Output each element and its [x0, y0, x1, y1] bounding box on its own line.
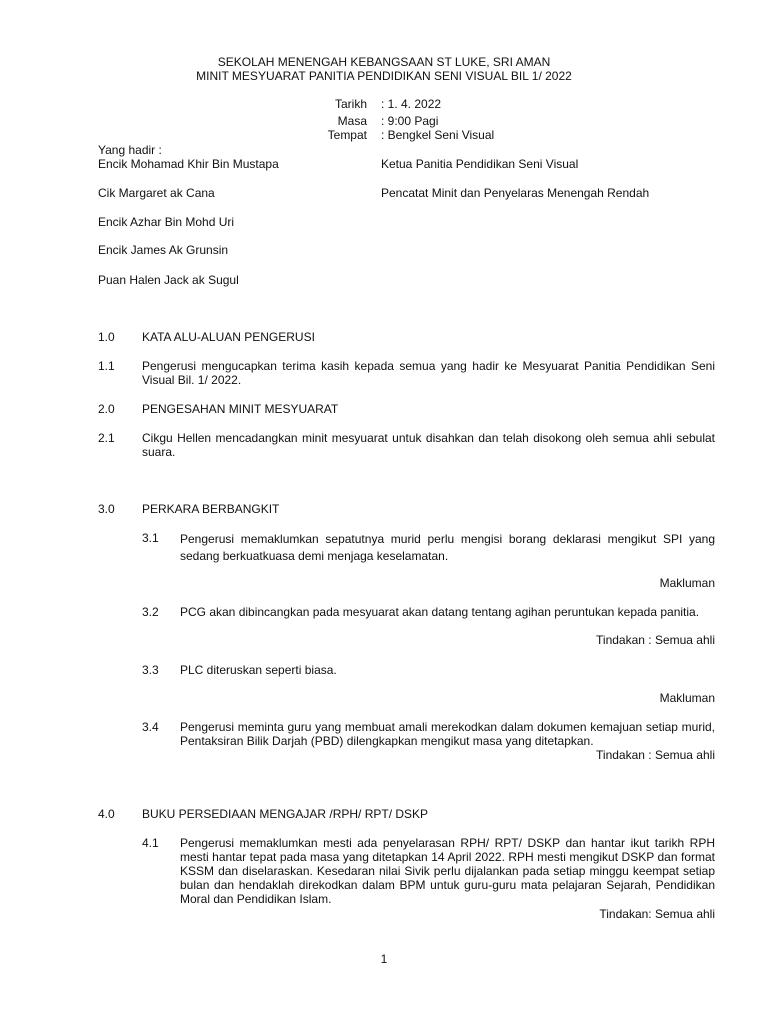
item-text: Pengerusi memaklumkan mesti ada penyelarasan RPH/ RPT/ DSKP dan hantar ikut tarikh RPH mesti hantar tepat pada masa yang ditetapkan 14 April 2022. RPH mesti mengikut DSKP dan format KSSM dan diselaraskan. Kesedaran nilai Sivik perlu dijalankan pada setiap minggu keempat setiap bulan dan hendaklah direkodkan dalam BPM untuk guru-guru mata pelajaran Sejarah, Pendidikan Moral dan Pendidikan Islam.: [180, 836, 715, 906]
item-number: 1.1: [98, 359, 115, 373]
school-name: SEKOLAH MENENGAH KEBANGSAAN ST LUKE, SRI AMAN: [217, 55, 551, 69]
meta-label-place: Tempat: [327, 128, 367, 142]
attendee-name: Encik Azhar Bin Mohd Uri: [98, 215, 235, 229]
meta-label-date: Tarikh: [334, 97, 367, 111]
action-note: Tindakan: Semua ahli: [599, 907, 715, 921]
section-number: 1.0: [98, 330, 115, 344]
meta-label-time: Masa: [337, 114, 367, 128]
item-text: Pengerusi meminta guru yang membuat amali merekodkan dalam dokumen kemajuan setiap murid, Pentaksiran Bilik Darjah (PBD) dilengkapkan mengikut masa yang ditetapkan.: [180, 720, 715, 748]
meta-value-date: : 1. 4. 2022: [381, 97, 442, 111]
action-note: Tindakan : Semua ahli: [596, 748, 715, 762]
action-note: Makluman: [659, 576, 715, 590]
attendee-role: Ketua Panitia Pendidikan Seni Visual: [381, 157, 579, 171]
section-title: PENGESAHAN MINIT MESYUARAT: [142, 402, 339, 416]
section-title: BUKU PERSEDIAAN MENGAJAR /RPH/ RPT/ DSKP: [142, 807, 429, 821]
item-number: 3.2: [142, 605, 159, 619]
meta-value-time: : 9:00 Pagi: [381, 114, 439, 128]
item-number: 4.1: [142, 836, 159, 850]
page-number: 1: [380, 952, 388, 966]
section-title: PERKARA BERBANGKIT: [142, 502, 280, 516]
item-text: Cikgu Hellen mencadangkan minit mesyuarat untuk disahkan dan telah disokong oleh semua ahli sebulat suara.: [142, 431, 715, 459]
item-number: 2.1: [98, 431, 115, 445]
item-number: 3.3: [142, 663, 159, 677]
item-text: Pengerusi memaklumkan sepatutnya murid perlu mengisi borang deklarasi mengikut SPI yang sedang berkuatkuasa demi menjaga keselamatan.: [180, 532, 715, 563]
item-number: 3.4: [142, 720, 159, 734]
attendee-role: Pencatat Minit dan Penyelaras Menengah Rendah: [381, 186, 650, 200]
action-note: Makluman: [659, 691, 715, 705]
meta-value-place: : Bengkel Seni Visual: [381, 128, 495, 142]
document-title: MINIT MESYUARAT PANITIA PENDIDIKAN SENI VISUAL BIL 1/ 2022: [196, 69, 572, 83]
section-number: 3.0: [98, 502, 115, 516]
item-text: PLC diteruskan seperti biasa.: [180, 663, 337, 677]
attendance-heading: Yang hadir :: [98, 143, 162, 157]
item-text: PCG akan dibincangkan pada mesyuarat akan datang tentang agihan peruntukan kepada panitia.: [180, 605, 700, 619]
attendee-name: Encik James Ak Grunsin: [98, 243, 229, 257]
attendee-name: Puan Halen Jack ak Sugul: [98, 273, 239, 287]
item-text: Pengerusi mengucapkan terima kasih kepada semua yang hadir ke Mesyuarat Panitia Pendidikan Seni Visual Bil. 1/ 2022.: [142, 359, 715, 387]
item-number: 3.1: [142, 531, 159, 545]
section-number: 2.0: [98, 402, 115, 416]
section-number: 4.0: [98, 807, 115, 821]
attendee-name: Encik Mohamad Khir Bin Mustapa: [98, 157, 279, 171]
action-note: Tindakan : Semua ahli: [596, 633, 715, 647]
attendee-name: Cik Margaret ak Cana: [98, 186, 215, 200]
section-title: KATA ALU-ALUAN PENGERUSI: [142, 330, 315, 344]
